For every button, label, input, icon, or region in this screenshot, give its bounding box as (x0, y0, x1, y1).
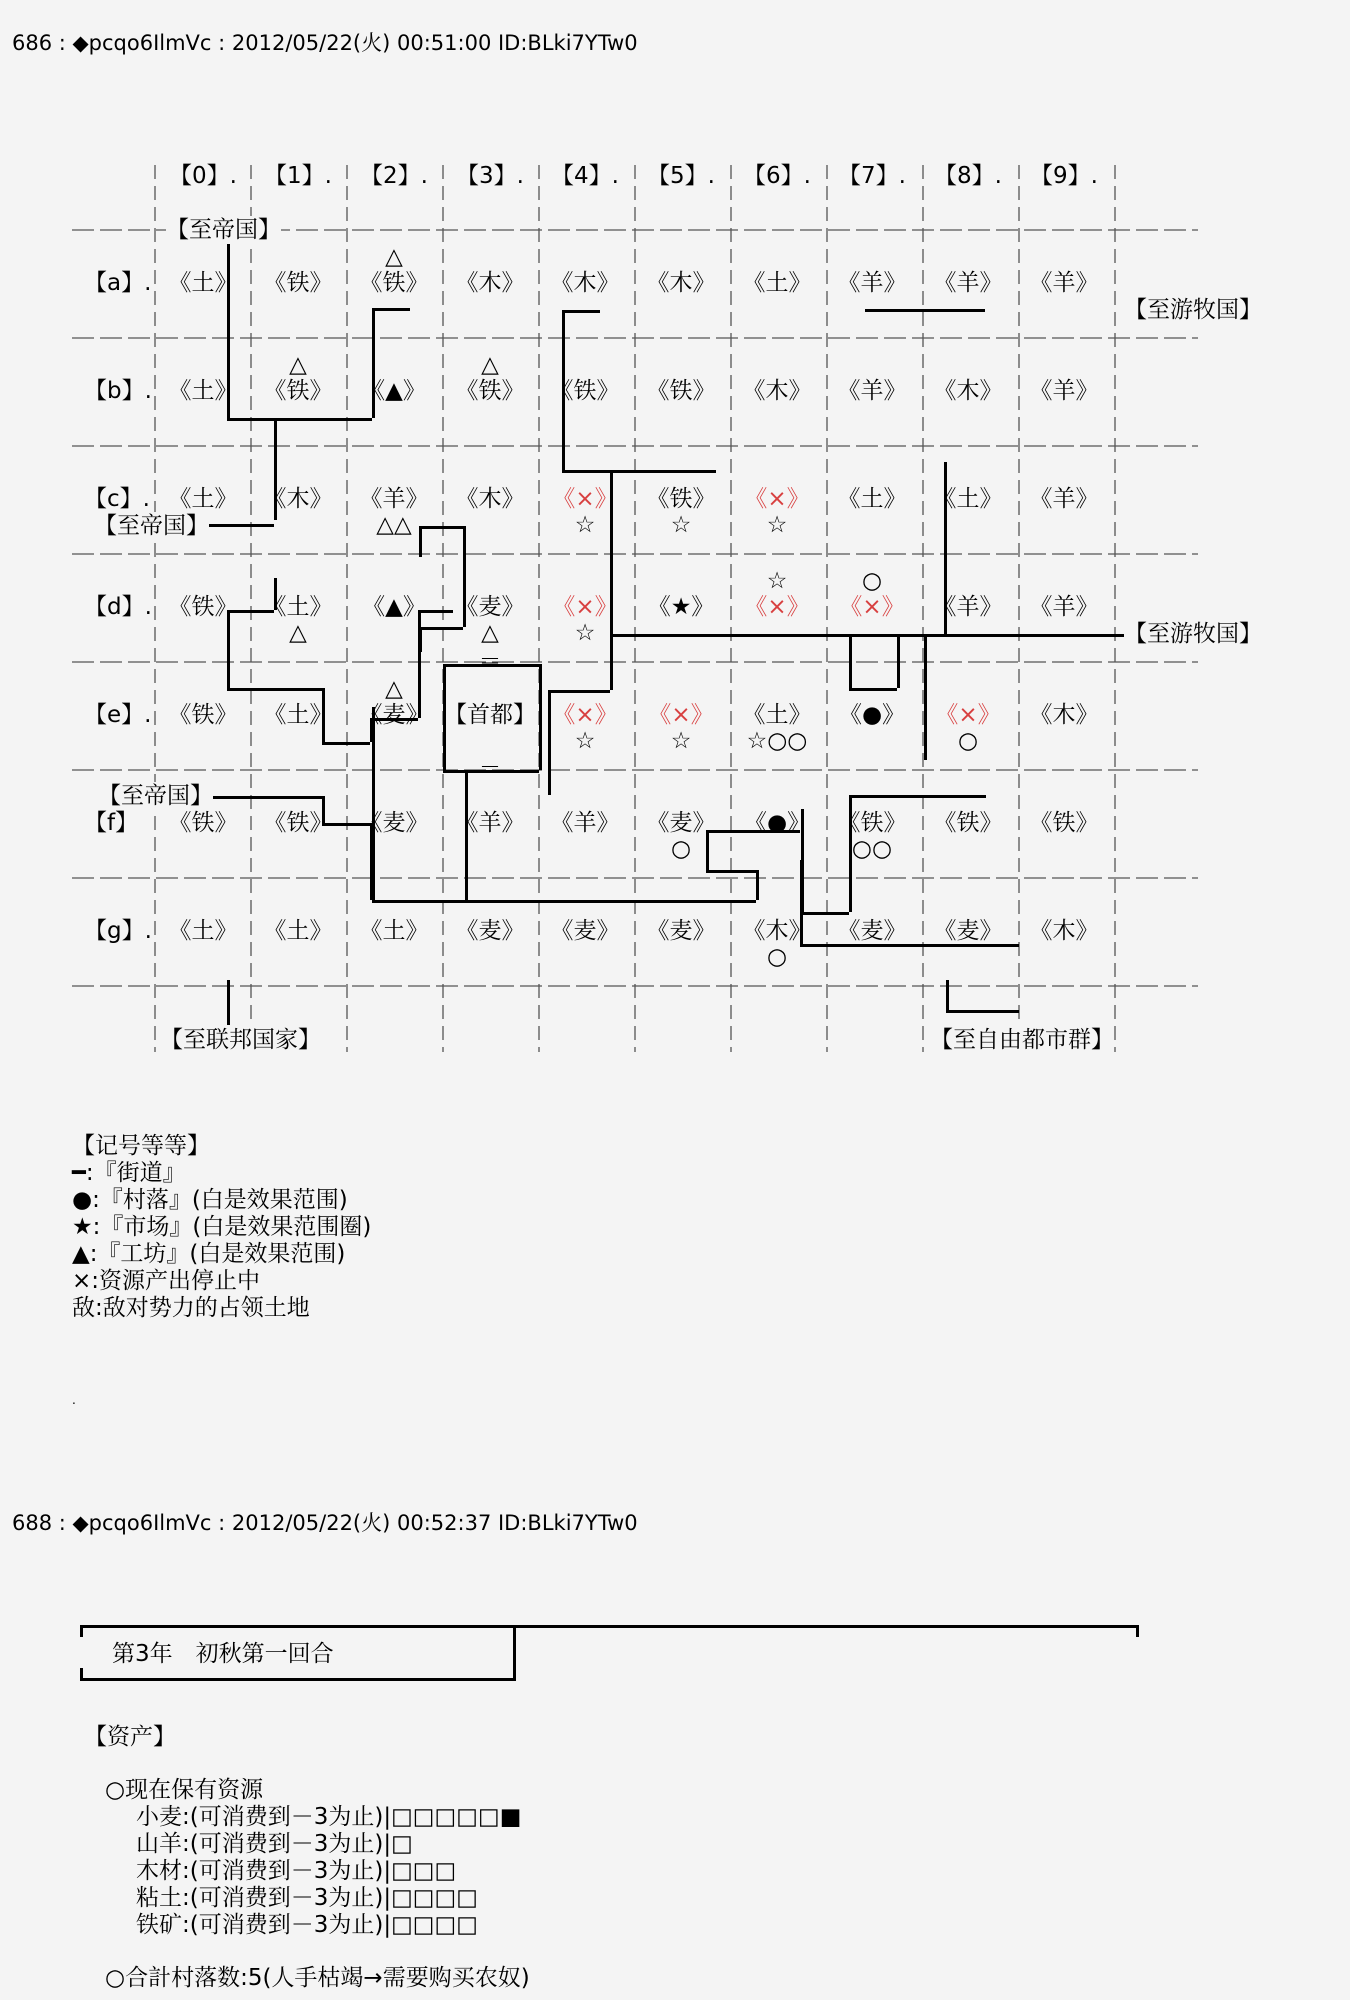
column-header: 【5】. (647, 163, 715, 189)
map-cell: 《羊》 (837, 270, 907, 296)
road-segment (195, 796, 322, 799)
map-cell: 《铁》 (933, 810, 1003, 836)
map-cell: 《●》 (838, 702, 906, 728)
map-cell: 《羊》 (1029, 486, 1099, 512)
assets-title: 【资产】 (84, 1724, 176, 1750)
map-cell: 《麦》 (359, 810, 429, 836)
legend (72, 1133, 371, 1322)
map-cell: 《木》 (742, 918, 812, 944)
map-cell: 《土》 (263, 594, 333, 620)
map-cell: 《土》 (263, 918, 333, 944)
map-cell: 《羊》 (550, 810, 620, 836)
map-cell: 《木》 (455, 270, 525, 296)
map-cell: 《木》 (263, 486, 333, 512)
resource-wood: 木材:(可消费到－3为止)|□□□ (136, 1858, 457, 1884)
turn-box-left-tick (80, 1625, 83, 1637)
map-cell: 《木》 (933, 378, 1003, 404)
road-segment (227, 688, 322, 691)
road-segment (419, 627, 422, 652)
row-header: 【e】. (84, 702, 152, 728)
map-cell: 《羊》 (837, 378, 907, 404)
map-cell: 《羊》 (359, 486, 429, 512)
resources-title: ○现在保有资源 (105, 1777, 264, 1803)
cell-mark: ☆ (670, 512, 692, 538)
map-cell: 《●》 (743, 810, 811, 836)
map-cell: 《铁》 (837, 810, 907, 836)
turn-box-top-line (80, 1625, 1138, 1628)
cell-mark: ○ (670, 836, 692, 862)
map-cell: 《土》 (742, 702, 812, 728)
map-cell: 《土》 (168, 486, 238, 512)
map-cell: 《麦》 (933, 918, 1003, 944)
map-cell: 《铁》 (646, 378, 716, 404)
legend-item-village: ●:『村落』(白是效果范围) (72, 1187, 348, 1213)
cell-mark: △ (289, 352, 307, 378)
map-cell: 《铁》 (168, 702, 238, 728)
cell-mark: ☆ (766, 512, 788, 538)
map-cell: 《木》 (455, 486, 525, 512)
row-header: 【f】 (84, 810, 139, 836)
road-segment (548, 690, 610, 693)
cell-mark: △ (385, 676, 403, 702)
map-cell: 《铁》 (168, 594, 238, 620)
village-count: ○合計村落数:5(人手枯竭→需要购买农奴) (105, 1965, 530, 1991)
map-cell: 《×》 (935, 702, 1001, 728)
capital-cell: 【首都】 (444, 702, 536, 728)
map-cell: 《铁》 (263, 810, 333, 836)
map-cell: 《铁》 (263, 378, 333, 404)
road-segment (419, 627, 463, 630)
column-header: 【9】. (1030, 163, 1098, 189)
map-cell: 《×》 (552, 702, 618, 728)
resource-goat: 山羊:(可消费到－3为止)|□ (136, 1831, 413, 1857)
legend-item-road: ━:『街道』 (72, 1160, 186, 1186)
map-cell: 《木》 (742, 378, 812, 404)
capital-mark: ＝ (478, 757, 502, 783)
map-cell: 《麦》 (550, 918, 620, 944)
map-cell: 《×》 (744, 486, 810, 512)
row-header: 【g】. (84, 918, 152, 944)
column-header: 【4】. (551, 163, 619, 189)
map-cell: 《土》 (168, 918, 238, 944)
row-header: 【c】. (84, 486, 150, 512)
column-header: 【0】. (169, 163, 237, 189)
column-header: 【2】. (360, 163, 428, 189)
map-cell: 《铁》 (168, 810, 238, 836)
cell-mark: △ (385, 244, 403, 270)
cell-mark: ○○ (851, 836, 893, 862)
road-segment (227, 610, 230, 688)
road-segment (801, 912, 849, 915)
turn-box-right-tick (1136, 1625, 1139, 1637)
capital-mark: ＝ (478, 649, 502, 675)
row-header: 【a】. (84, 270, 152, 296)
resource-iron: 铁矿:(可消费到－3为止)|□□□□ (136, 1912, 479, 1938)
map-cell: 《羊》 (455, 810, 525, 836)
road-segment (849, 688, 897, 691)
road-segment (946, 980, 949, 1010)
map-cell: 《土》 (933, 486, 1003, 512)
map-cell: 《羊》 (933, 594, 1003, 620)
road-segment (706, 870, 756, 873)
cell-mark: ☆ (766, 568, 788, 594)
map-cell: 《▲》 (362, 378, 426, 404)
map-cell: 《麦》 (837, 918, 907, 944)
map-cell: 《麦》 (646, 918, 716, 944)
turn-box-bottom-line (80, 1678, 516, 1681)
edge-label-to-nomad-d: 【至游牧国】 (1124, 621, 1262, 647)
edge-label-to-free-cities: 【至自由都市群】 (930, 1027, 1114, 1053)
road-segment (562, 310, 600, 313)
resource-wheat: 小麦:(可消费到－3为止)|□□□□□■ (136, 1804, 522, 1830)
road-segment (227, 418, 372, 421)
cell-mark: ☆ (574, 728, 596, 754)
cell-mark: △ (289, 620, 307, 646)
road-segment (610, 634, 1124, 637)
map-cell: 《土》 (168, 378, 238, 404)
map-cell: 《铁》 (263, 270, 333, 296)
map-cell: 《羊》 (1029, 378, 1099, 404)
map-cell: 《×》 (552, 594, 618, 620)
cell-mark: ☆ (574, 620, 596, 646)
map-cell: 《羊》 (1029, 270, 1099, 296)
post-header-2: 688 : ◆pcqo6IlmVc : 2012/05/22(火) 00:52:37 ID:BLki7YTw0 (12, 1511, 638, 1535)
road-segment (419, 526, 466, 529)
cell-mark: △ (481, 352, 499, 378)
column-header: 【3】. (456, 163, 524, 189)
road-segment (865, 309, 985, 312)
road-segment (548, 690, 551, 795)
map-cell: 《土》 (263, 702, 333, 728)
map-cell: 《▲》 (362, 594, 426, 620)
road-segment (924, 634, 927, 760)
cell-mark: △△ (376, 512, 412, 538)
map-cell: 《木》 (550, 270, 620, 296)
road-segment (849, 795, 986, 798)
map-cell: 《麦》 (455, 594, 525, 620)
legend-item-enemy: 敌:敌对势力的占领土地 (72, 1295, 310, 1321)
map-cell: 《羊》 (933, 270, 1003, 296)
map-cell: 《铁》 (646, 486, 716, 512)
stray-dot: . (72, 1393, 76, 1407)
map-cell: 《土》 (742, 270, 812, 296)
row-header: 【b】. (84, 378, 152, 404)
map-cell: 《×》 (648, 702, 714, 728)
edge-label-to-empire-c: 【至帝国】 (94, 513, 209, 539)
road-segment (946, 1010, 1019, 1013)
column-header: 【7】. (838, 163, 906, 189)
map-cell: 《×》 (552, 486, 618, 512)
map-cell: 《木》 (646, 270, 716, 296)
road-segment (372, 900, 756, 903)
map-cell: 《★》 (647, 594, 715, 620)
map-cell: 《土》 (359, 918, 429, 944)
edge-label-to-federation: 【至联邦国家】 (160, 1027, 321, 1053)
map-cell: 《土》 (168, 270, 238, 296)
turn-box-divider (513, 1625, 516, 1680)
road-segment (849, 634, 852, 688)
column-header: 【6】. (743, 163, 811, 189)
road-segment (322, 742, 370, 745)
edge-label-to-empire-f: 【至帝国】 (98, 783, 213, 809)
map-cell: 《×》 (744, 594, 810, 620)
turn-title: 第3年 初秋第一回合 (112, 1641, 334, 1667)
map-cell: 《土》 (837, 486, 907, 512)
column-header: 【8】. (934, 163, 1002, 189)
map-cell: 《铁》 (359, 270, 429, 296)
resource-clay: 粘土:(可消费到－3为止)|□□□□ (136, 1885, 479, 1911)
map-cell: 《铁》 (550, 378, 620, 404)
road-segment (562, 470, 716, 473)
edge-label-to-nomad-a: 【至游牧国】 (1124, 297, 1262, 323)
road-segment (756, 870, 759, 900)
map-cell: 《木》 (1029, 702, 1099, 728)
legend-item-workshop: ▲:『工坊』(白是效果范围) (72, 1241, 346, 1267)
legend-item-market: ★:『市场』(白是效果范围圈) (72, 1214, 372, 1240)
cell-mark: △ (481, 620, 499, 646)
road-segment (372, 308, 410, 311)
row-header: 【d】. (84, 594, 152, 620)
cell-mark: ○ (957, 728, 979, 754)
map-cell: 《羊》 (1029, 594, 1099, 620)
map-cell: 《铁》 (1029, 810, 1099, 836)
post-header: 686 : ◆pcqo6IlmVc : 2012/05/22(火) 00:51:00 ID:BLki7YTw0 (12, 31, 638, 55)
cell-mark: ☆ (670, 728, 692, 754)
cell-mark: ☆ (574, 512, 596, 538)
map-cell: 《铁》 (455, 378, 525, 404)
road-segment (227, 980, 230, 1025)
edge-label-to-empire-top: 【至帝国】 (166, 217, 281, 243)
map-cell: 《麦》 (359, 702, 429, 728)
cell-mark: ○ (861, 568, 883, 594)
legend-title: 【记号等等】 (72, 1133, 210, 1159)
road-segment (419, 526, 422, 557)
legend-item-stopped: ×:资源产出停止中 (72, 1268, 261, 1294)
map-cell: 《木》 (1029, 918, 1099, 944)
road-segment (897, 634, 900, 688)
column-header: 【1】. (264, 163, 332, 189)
map-cell: 《麦》 (646, 810, 716, 836)
road-segment (539, 664, 542, 770)
cell-mark: ☆○○ (746, 728, 808, 754)
map-cell: 《×》 (839, 594, 905, 620)
cell-mark: ○ (766, 944, 788, 970)
map-cell: 《麦》 (455, 918, 525, 944)
